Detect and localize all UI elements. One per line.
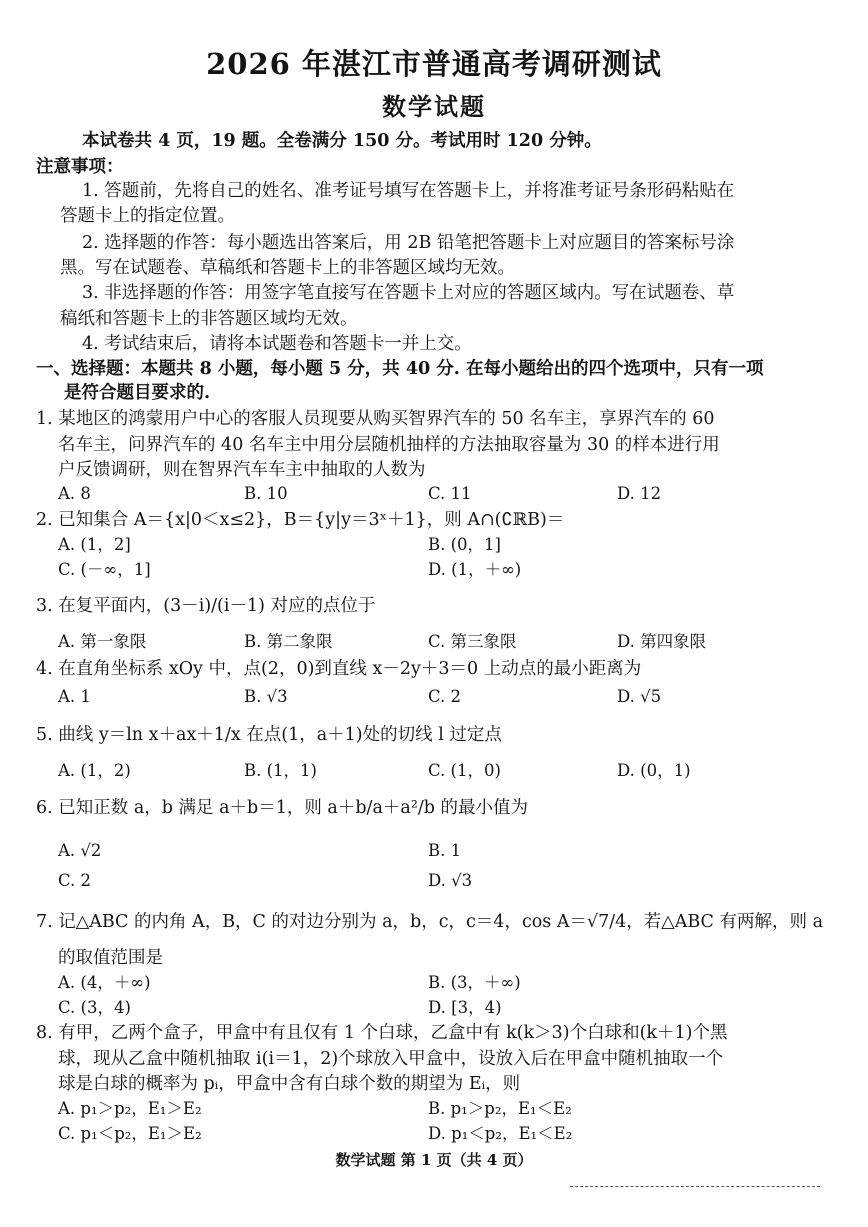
exam-subtitle: 数学试题 — [382, 92, 486, 121]
option-d: D. (1，＋∞) — [428, 560, 522, 579]
option-b: B. 第二象限 — [244, 632, 333, 651]
question-1-cont: 户反馈调研，则在智界汽车车主中抽取的人数为 — [58, 460, 426, 480]
option-d: D. 12 — [617, 484, 662, 503]
option-d: D. [3，4) — [428, 998, 502, 1017]
option-b: B. (0，1] — [428, 535, 501, 554]
option-a: A. (4，＋∞) — [58, 973, 151, 992]
option-a: A. p₁＞p₂，E₁＞E₂ — [58, 1099, 202, 1118]
section-heading: 一、选择题：本题共 8 小题，每小题 5 分，共 40 分. 在每小题给出的四个选项中，只有一项 — [36, 359, 764, 379]
option-c: C. 2 — [58, 871, 92, 890]
option-a: A. (1，2) — [58, 761, 131, 780]
option-a: A. √2 — [58, 841, 102, 860]
option-d: D. √5 — [617, 687, 662, 706]
question-4: 4. 在直角坐标系 xOy 中，点(2，0)到直线 x－2y＋3＝0 上动点的最小距离为 — [36, 659, 642, 679]
notice-line: 黑。写在试题卷、草稿纸和答题卡上的非答题区域均无效。 — [60, 258, 515, 278]
section-heading: 是符合题目要求的. — [64, 383, 211, 403]
notice-line: 稿纸和答题卡上的非答题区域均无效。 — [60, 309, 358, 329]
option-c: C. 2 — [428, 687, 462, 706]
option-b: B. (3，＋∞) — [428, 973, 521, 992]
footer-divider — [570, 1186, 820, 1187]
question-8-cont: 球是白球的概率为 pᵢ，甲盒中含有白球个数的期望为 Eᵢ，则 — [58, 1074, 521, 1094]
notice-heading: 注意事项： — [36, 157, 124, 177]
question-5: 5. 曲线 y＝ln x＋ax＋1/x 在点(1，a＋1)处的切线 l 过定点 — [36, 725, 502, 745]
question-3: 3. 在复平面内，(3－i)/(i－1) 对应的点位于 — [36, 596, 376, 616]
option-b: B. p₁＞p₂，E₁＜E₂ — [428, 1099, 572, 1118]
question-7-cont: 的取值范围是 — [58, 948, 163, 968]
option-a: A. (1，2] — [58, 535, 131, 554]
option-d: D. (0，1) — [617, 761, 691, 780]
option-b: B. 10 — [244, 484, 288, 503]
question-7: 7. 记△ABC 的内角 A，B，C 的对边分别为 a，b，c，c＝4，cos A＝√7/4，若△ABC 有两解，则 a — [36, 912, 824, 932]
option-b: B. 1 — [428, 841, 462, 860]
option-d: D. p₁＜p₂，E₁＜E₂ — [428, 1124, 573, 1143]
notice-line: 2. 选择题的作答：每小题选出答案后，用 2B 铅笔把答题卡上对应题目的答案标号涂 — [82, 233, 735, 253]
option-b: B. √3 — [244, 687, 288, 706]
notice-line: 3. 非选择题的作答：用签字笔直接写在答题卡上对应的答题区域内。写在试题卷、草 — [82, 283, 735, 303]
option-c: C. 11 — [428, 484, 472, 503]
option-d: D. 第四象限 — [617, 632, 707, 651]
question-2: 2. 已知集合 A＝{x|0＜x≤2}，B＝{y|y＝3ˣ＋1}，则 A∩(∁ℝB)＝ — [36, 510, 565, 530]
question-1-cont: 名车主，问界汽车的 40 名车主中用分层随机抽样的方法抽取容量为 30 的样本进行用 — [58, 435, 720, 455]
notice-line: 4. 考试结束后，请将本试题卷和答题卡一并上交。 — [82, 334, 472, 354]
question-8-cont: 球，现从乙盒中随机抽取 i(i＝1，2)个球放入甲盒中，设放入后在甲盒中随机抽取一个 — [58, 1049, 724, 1069]
option-b: B. (1，1) — [244, 761, 317, 780]
option-c: C. (3，4) — [58, 998, 131, 1017]
notice-line: 答题卡上的指定位置。 — [60, 206, 235, 226]
page-footer: 数学试题 第 1 页（共 4 页） — [335, 1151, 533, 1169]
option-c: C. (－∞，1] — [58, 560, 151, 579]
option-c: C. 第三象限 — [428, 632, 517, 651]
option-c: C. p₁＜p₂，E₁＞E₂ — [58, 1124, 202, 1143]
option-c: C. (1，0) — [428, 761, 501, 780]
exam-title: 2026 年湛江市普通高考调研测试 — [206, 47, 662, 81]
exam-summary: 本试卷共 4 页，19 题。全卷满分 150 分。考试用时 120 分钟。 — [82, 131, 602, 151]
option-a: A. 第一象限 — [58, 632, 147, 651]
option-a: A. 8 — [58, 484, 91, 503]
question-8: 8. 有甲，乙两个盒子，甲盒中有且仅有 1 个白球，乙盒中有 k(k＞3)个白球和(k＋1)个黑 — [36, 1023, 728, 1043]
option-d: D. √3 — [428, 871, 473, 890]
option-a: A. 1 — [58, 687, 91, 706]
notice-line: 1. 答题前，先将自己的姓名、准考证号填写在答题卡上，并将准考证号条形码粘贴在 — [82, 181, 735, 201]
question-6: 6. 已知正数 a，b 满足 a＋b＝1，则 a＋b/a＋a²/b 的最小值为 — [36, 798, 528, 818]
question-1: 1. 某地区的鸿蒙用户中心的客服人员现要从购买智界汽车的 50 名车主，享界汽车的 60 — [36, 409, 715, 429]
